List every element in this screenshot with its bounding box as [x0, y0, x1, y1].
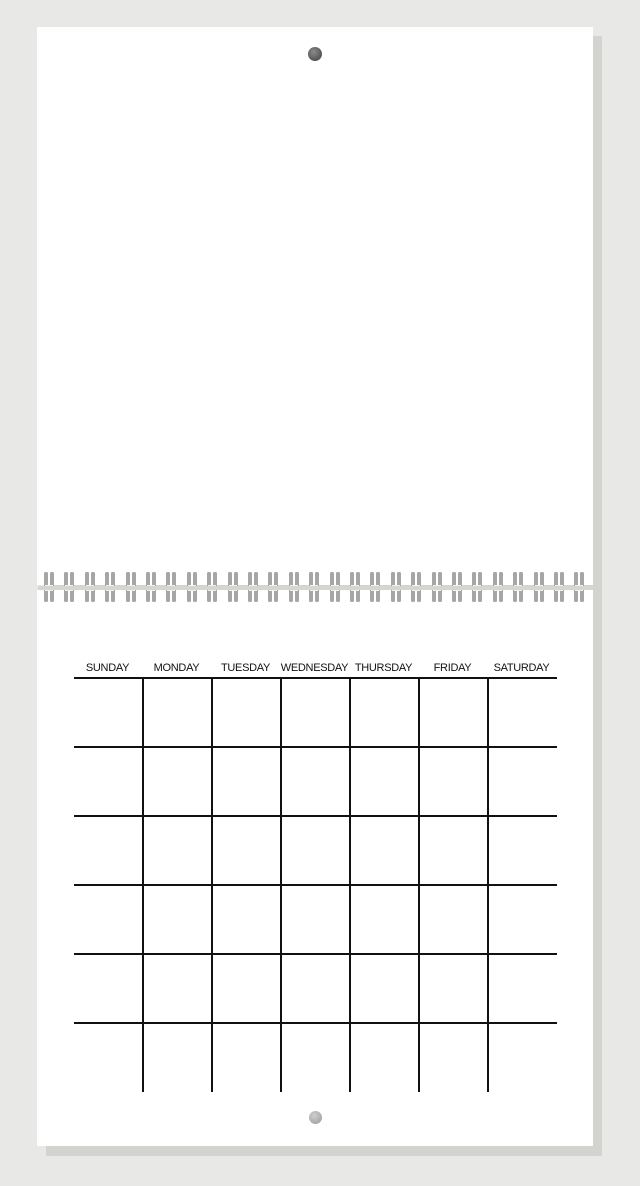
weekday-label-thursday: THURSDAY [354, 662, 413, 674]
weekday-label-wednesday: WEDNESDAY [280, 662, 349, 674]
weekday-label-tuesday: TUESDAY [220, 662, 271, 674]
weekday-label-friday: FRIDAY [433, 662, 472, 674]
calendar-gridlines [73, 660, 559, 1097]
bottom-hole-icon [309, 1111, 322, 1124]
binding-bar [38, 586, 593, 590]
weekday-label-saturday: SATURDAY [493, 662, 550, 674]
weekday-label-sunday: SUNDAY [85, 662, 130, 674]
hanger-hole-icon [308, 47, 322, 61]
weekday-label-monday: MONDAY [153, 662, 200, 674]
calendar-grid [73, 660, 557, 1097]
calendar-top-page [37, 27, 593, 585]
spiral-binding [0, 568, 640, 608]
